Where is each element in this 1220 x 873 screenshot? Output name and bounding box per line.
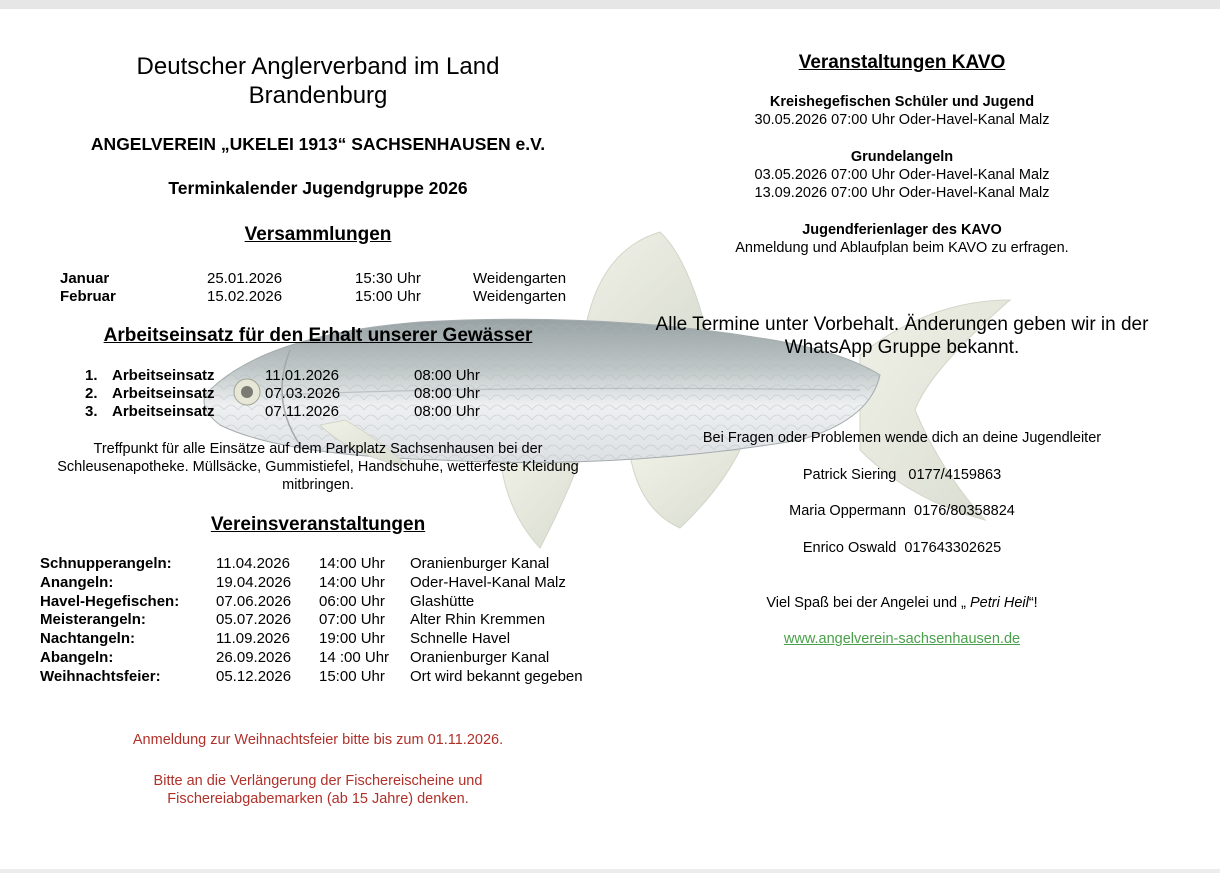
work-heading: Arbeitseinsatz für den Erhalt unserer Gewässer: [103, 325, 533, 346]
kavo-ground-line1: 03.05.2026 07:00 Uhr Oder-Havel-Kanal Malz: [754, 167, 1050, 183]
event-row: [40, 593, 620, 611]
event-date: 05.07.2026: [216, 611, 292, 629]
event-place: Glashütte: [410, 592, 475, 610]
kavo-youth-title: Kreishegefischen Schüler und Jugend: [769, 94, 1035, 110]
event-place: Oranienburger Kanal: [410, 649, 550, 666]
work-time: 08:00 Uhr: [414, 385, 480, 402]
meetings-heading: Versammlungen: [244, 224, 392, 245]
work-num: 2.: [85, 385, 98, 402]
event-name: Weihnachtsfeier:: [40, 667, 161, 685]
event-time: 07:00 Uhr: [319, 611, 385, 629]
contact-person: Patrick Siering 0177/4159863: [802, 467, 1002, 483]
kavo-ground-title: Grundelangeln: [850, 149, 954, 165]
meeting-date: 15.02.2026: [207, 288, 283, 305]
event-time: 19:00 Uhr: [319, 630, 385, 648]
event-date: 07.06.2026: [216, 592, 292, 610]
event-place: Ort wird bekannt gegeben: [410, 667, 583, 685]
meeting-month: Februar: [60, 288, 116, 305]
event-name: Meisterangeln:: [40, 611, 146, 629]
event-time: 06:00 Uhr: [319, 592, 385, 610]
meeting-row: [60, 288, 620, 306]
event-place: Oranienburger Kanal: [410, 555, 550, 572]
calendar-title: Terminkalender Jugendgruppe 2026: [168, 178, 468, 198]
meeting-time: 15:30 Uhr: [355, 270, 421, 287]
work-date: 11.01.2026: [265, 367, 339, 384]
event-place: Schnelle Havel: [410, 630, 511, 648]
club-events-heading: Vereinsveranstaltungen: [210, 514, 426, 535]
event-name: Schnupperangeln:: [40, 555, 172, 572]
work-note: Treffpunkt für alle Einsätze auf dem Parkplatz Sachsenhausen bei der Schleusenapotheke. Müllsäcke, Gummistiefel, Handschuhe, wetterfeste Kleidung mitbringen.: [57, 441, 579, 493]
event-row: [40, 574, 620, 592]
contact-person: Enrico Oswald 017643302625: [802, 540, 1002, 556]
kavo-camp-line: Anmeldung und Ablaufplan beim KAVO zu erfragen.: [735, 240, 1069, 256]
disclaimer: Alle Termine unter Vorbehalt. Änderungen geben wir in der WhatsApp Gruppe bekannt.: [655, 314, 1149, 358]
license-notice-line2: Fischereiabgabemarken (ab 15 Jahre) denken.: [167, 791, 469, 807]
event-row: [40, 555, 620, 573]
work-num: 3.: [85, 403, 98, 420]
kavo-heading: Veranstaltungen KAVO: [798, 52, 1006, 73]
contacts-intro: Bei Fragen oder Problemen wende dich an deine Jugendleiter: [702, 430, 1102, 446]
event-name: Abangeln:: [40, 649, 114, 666]
event-row: [40, 649, 620, 667]
event-time: 14 :00 Uhr: [319, 649, 390, 666]
work-num: 1.: [85, 367, 98, 384]
work-date: 07.11.2026: [265, 403, 339, 420]
contact-person: Maria Oppermann 0176/80358824: [789, 503, 1015, 519]
bottom-bar: [0, 869, 1220, 873]
event-row: [40, 630, 620, 648]
work-row: [85, 403, 505, 421]
work-label: Arbeitseinsatz: [112, 403, 215, 420]
work-label: Arbeitseinsatz: [112, 367, 215, 384]
closing-text: [640, 594, 1164, 612]
meeting-place: Weidengarten: [473, 270, 567, 287]
meeting-place: Weidengarten: [473, 288, 567, 305]
event-row: [40, 668, 620, 686]
event-time: 14:00 Uhr: [319, 573, 385, 591]
kavo-ground-line2: 13.09.2026 07:00 Uhr Oder-Havel-Kanal Malz: [754, 185, 1050, 201]
event-place: Oder-Havel-Kanal Malz: [410, 573, 566, 591]
meeting-time: 15:00 Uhr: [355, 288, 421, 305]
event-name: Havel-Hegefischen:: [40, 592, 180, 610]
event-name: Anangeln:: [40, 573, 114, 591]
closing-text-italic: Petri Heil: [970, 595, 1029, 611]
event-name: Nachtangeln:: [40, 630, 136, 648]
work-time: 08:00 Uhr: [414, 403, 480, 420]
kavo-youth-line: 30.05.2026 07:00 Uhr Oder-Havel-Kanal Malz: [754, 112, 1050, 128]
event-row: [40, 611, 620, 629]
event-date: 05.12.2026: [216, 667, 292, 685]
event-time: 15:00 Uhr: [319, 667, 385, 685]
event-time: 14:00 Uhr: [319, 555, 385, 572]
work-row: [85, 367, 505, 385]
license-notice-line1: Bitte an die Verlängerung der Fischereischeine und: [153, 773, 483, 789]
event-place: Alter Rhin Kremmen: [410, 611, 546, 629]
work-row: [85, 385, 505, 403]
event-date: 11.09.2026: [216, 630, 290, 648]
meeting-month: Januar: [60, 270, 110, 287]
event-date: 26.09.2026: [216, 649, 292, 666]
work-time: 08:00 Uhr: [414, 367, 480, 384]
club-name: ANGELVEREIN „UKELEI 1913“ SACHSENHAUSEN e.V.: [90, 134, 546, 154]
event-date: 11.04.2026: [216, 555, 290, 572]
registration-notice: Anmeldung zur Weihnachtsfeier bitte bis zum 01.11.2026.: [132, 732, 504, 748]
org-title: Deutscher Anglerverband im Land Brandenburg: [136, 53, 500, 109]
work-label: Arbeitseinsatz: [112, 385, 215, 402]
website-link[interactable]: www.angelverein-sachsenhausen.de: [783, 631, 1021, 647]
work-date: 07.03.2026: [265, 385, 341, 402]
event-date: 19.04.2026: [216, 573, 292, 591]
meeting-row: [60, 270, 620, 288]
kavo-camp-title: Jugendferienlager des KAVO: [802, 222, 1002, 238]
closing-text-after: “!: [1028, 595, 1038, 611]
meeting-date: 25.01.2026: [207, 270, 283, 287]
closing-text-before: Viel Spaß bei der Angelei und „: [766, 595, 970, 611]
